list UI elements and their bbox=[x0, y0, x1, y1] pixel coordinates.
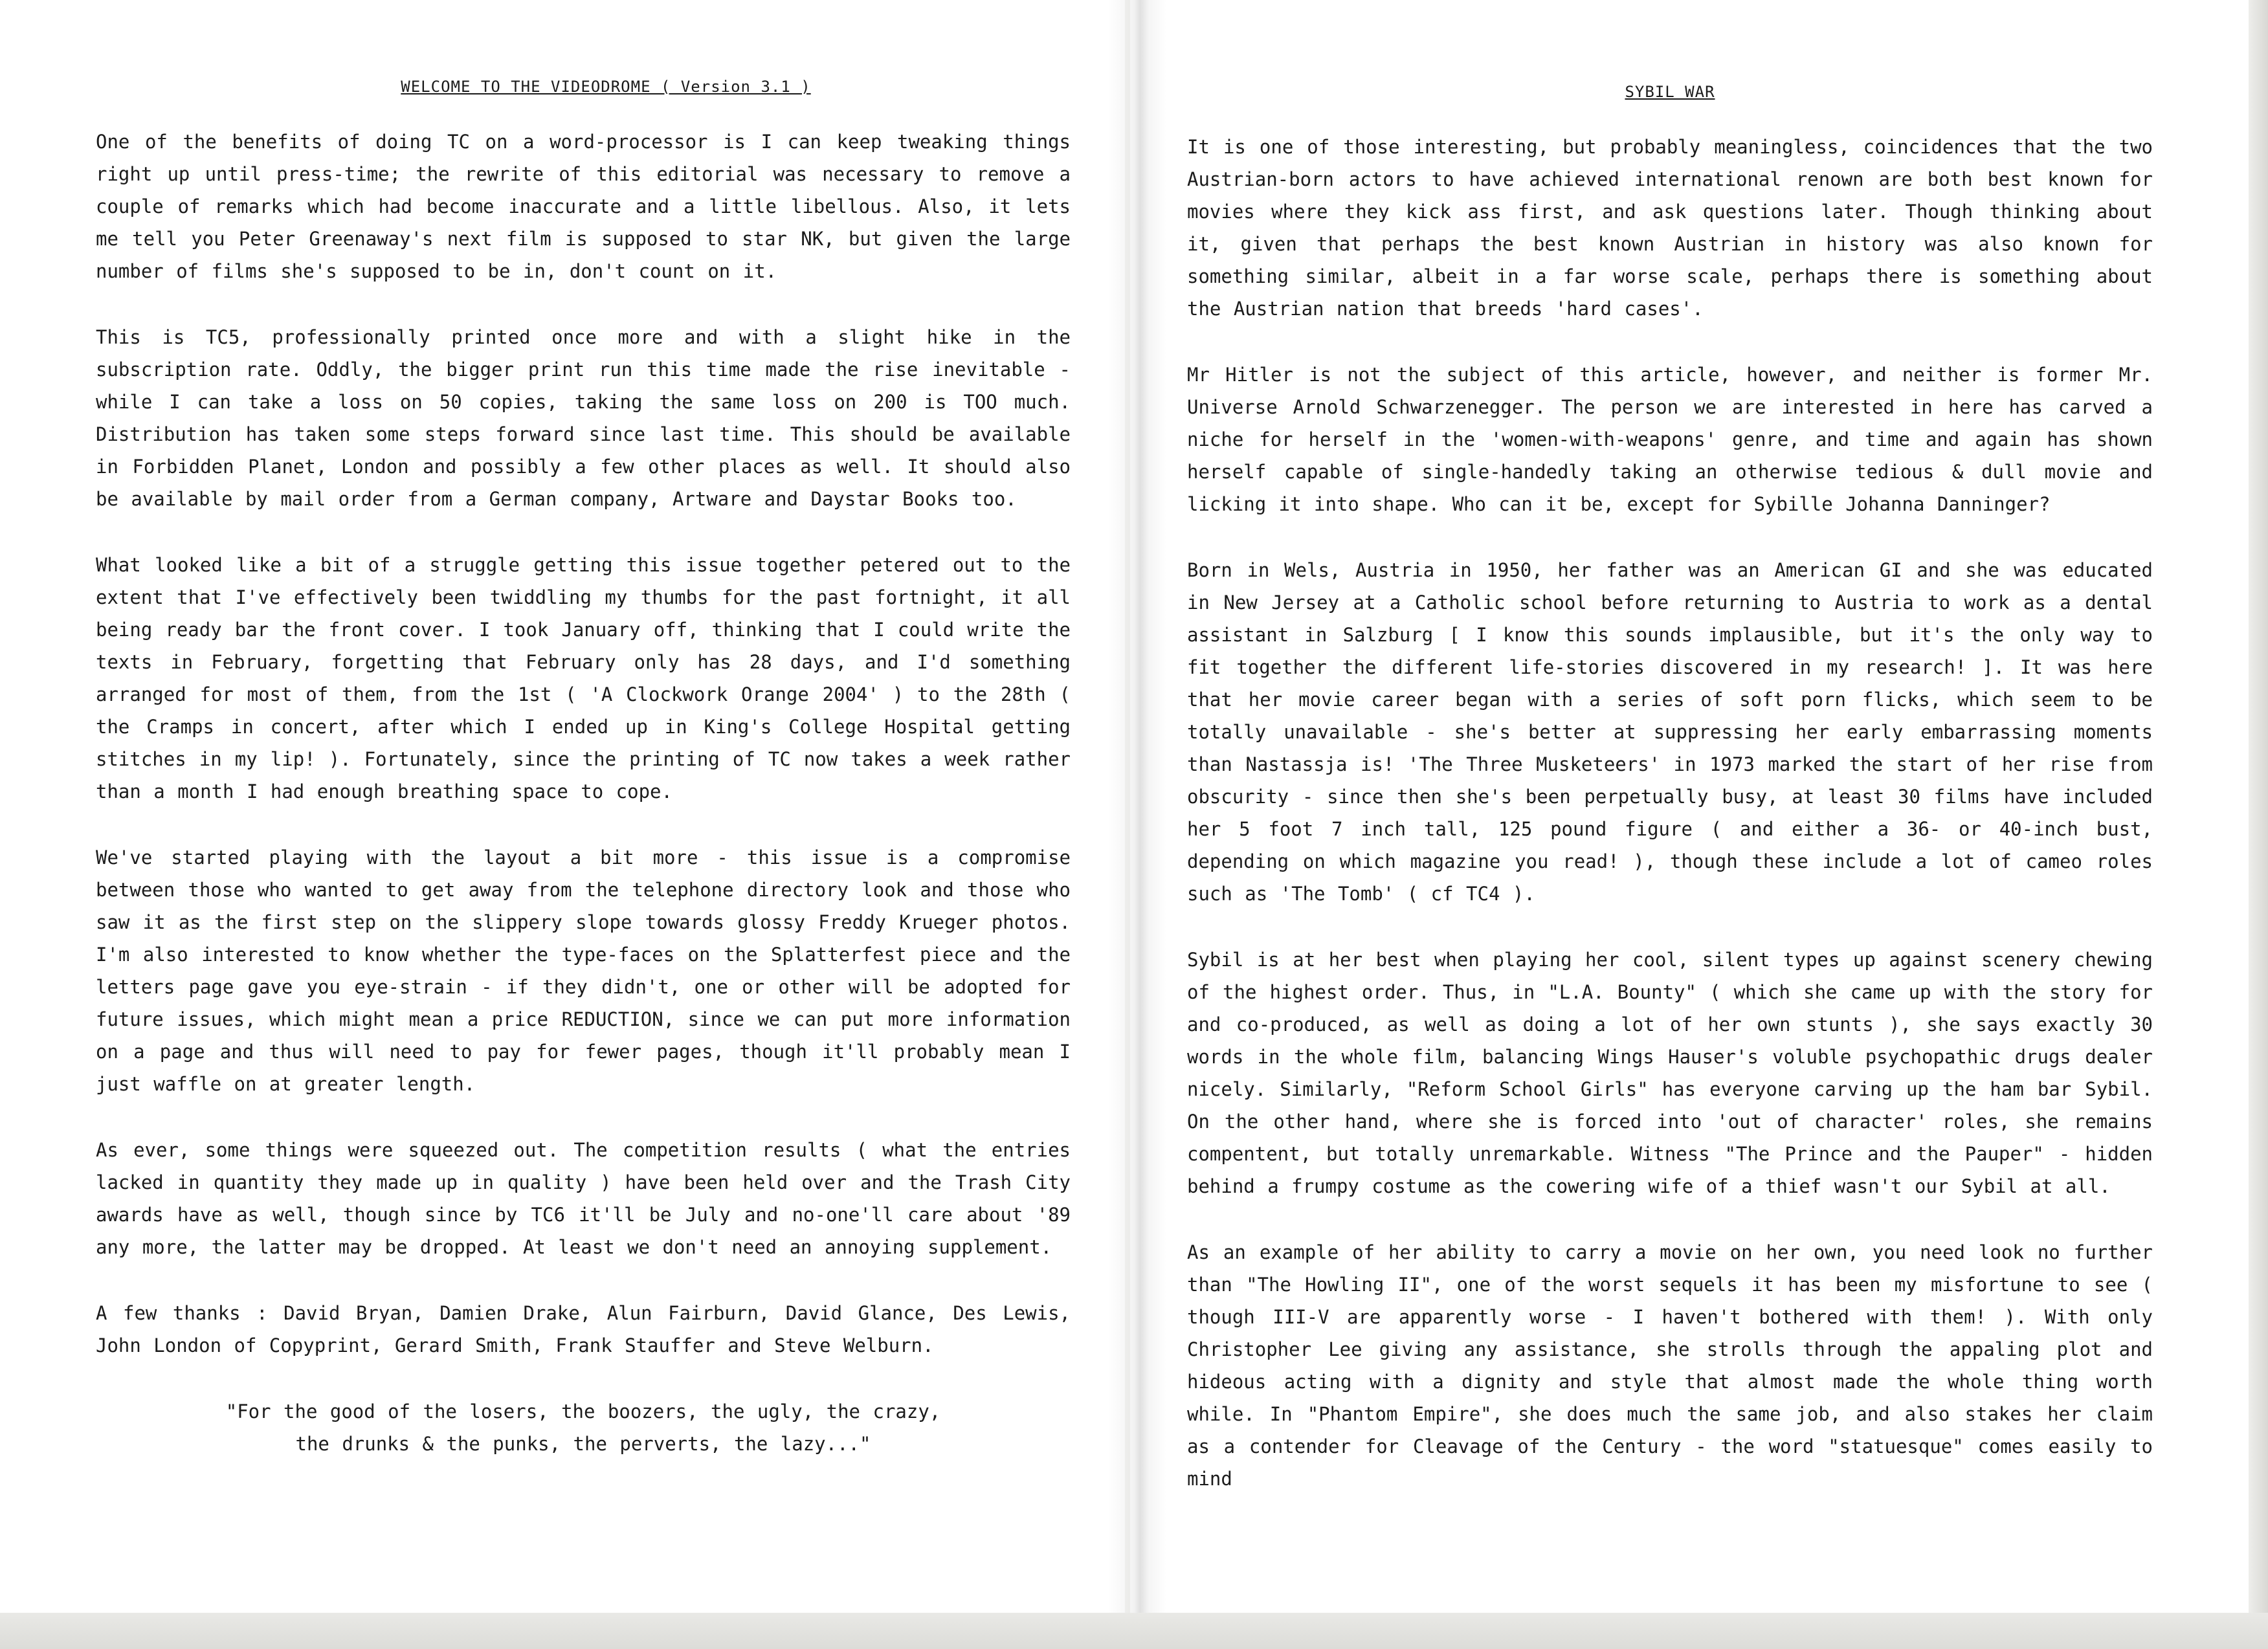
right-paragraph-5: As an example of her ability to carry a movie on her own, you need look no further than "The Howling II", one of the worst sequels it has been my misfortune to see ( though III-V are apparently worse - I haven't bothered with them! ). With only Christopher Lee giving any assistance, she strolls through the appaling plot and hideous acting with a dignity and style that almost made the whole thing worth while. In "Phantom Empire", she does much the same job, and also stakes her claim as a contender for Cleavage of the Century - the word "statuesque" comes easily to mind bbox=[1187, 1241, 2153, 1490]
right-page bbox=[1130, 0, 2249, 1613]
right-paragraph-4: Sybil is at her best when playing her cool, silent types up against scenery chewing of the highest order. Thus, in "L.A. Bounty" ( which she came up with the story for and co-produced, as well as doing a lot of her own stunts ), she says exactly 30 words in the whole film, balancing Wings Hauser's voluble psychopathic drugs dealer nicely. Similarly, "Reform School Girls" has everyone carving up the ham bar Sybil. On the other hand, where she is forced into 'out of character' roles, she remains compentent, but totally unremarkable. Witness "The Prince and the Pauper" - hidden behind a frumpy costume as the cowering wife of a thief wasn't our Sybil at all. bbox=[1187, 949, 2153, 1197]
scan-bottom-edge bbox=[0, 1613, 2268, 1649]
page-edge-shadow bbox=[2249, 0, 2268, 1613]
right-paragraph-2: Mr Hitler is not the subject of this article, however, and neither is former Mr. Universe Arnold Schwarzenegger. The person we are interested in here has carved a niche for herself in the 'women-with-weapons' genre, and time and again has shown herself capable of single-handedly taking an otherwise tedious & dull movie and licking it into shape. Who can it be, except for Sybille Johanna Danninger? bbox=[1187, 364, 2153, 515]
right-paragraph-1: It is one of those interesting, but probably meaningless, coincidences that the two Austrian-born actors to have achieved international renown are both best known for movies where they kick ass first, and ask questions later. Though thinking about it, given that perhaps the best known Austrian in history was also known for something similar, albeit in a far worse scale, perhaps there is something about the Austrian nation that breeds 'hard cases'. bbox=[1187, 136, 2153, 320]
closing-quote-line-2: the drunks & the punks, the perverts, the lazy..." bbox=[295, 1433, 871, 1455]
right-page-title: SYBIL WAR bbox=[1625, 83, 1715, 101]
closing-quote-line-1: "For the good of the losers, the boozers, the ugly, the crazy, bbox=[225, 1400, 941, 1422]
left-paragraph-5: As ever, some things were squeezed out. The competition results ( what the entries lacked in quantity they made up in quality ) have been held over and the Trash City awards have as well, though since by TC6 it'll be July and no-one'll care about '89 any more, the latter may be dropped. At least we don't need an annoying supplement. bbox=[96, 1139, 1071, 1258]
left-paragraph-3: What looked like a bit of a struggle getting this issue together petered out to the extent that I've effectively been twiddling my thumbs for the past fortnight, it all being ready bar the front cover. I took January off, thinking that I could write the texts in February, forgetting that February only has 28 days, and I'd something arranged for most of them, from the 1st ( 'A Clockwork Orange 2004' ) to the 28th ( the Cramps in concert, after which I ended up in King's College Hospital getting stitches in my lip! ). Fortunately, since the printing of TC now takes a week rather than a month I had enough breathing space to cope. bbox=[96, 554, 1071, 802]
left-paragraph-thanks: A few thanks : David Bryan, Damien Drake, Alun Fairburn, David Glance, Des Lewis, John London of Copyprint, Gerard Smith, Frank Stauffer and Steve Welburn. bbox=[96, 1302, 1071, 1356]
left-paragraph-4: We've started playing with the layout a bit more - this issue is a compromise between those who wanted to get away from the telephone directory look and those who saw it as the first step on the slippery slope towards glossy Freddy Krueger photos. I'm also interested to know whether the type-faces on the Splatterfest piece and the letters page gave you eye-strain - if they didn't, one or other will be adopted for future issues, which might mean a price REDUCTION, since we can put more information on a page and thus will need to pay for fewer pages, though it'll probably mean I just waffle on at greater length. bbox=[96, 847, 1071, 1095]
right-paragraph-3: Born in Wels, Austria in 1950, her father was an American GI and she was educated in New Jersey at a Catholic school before returning to Austria to work as a dental assistant in Salzburg [ I know this sounds implausible, but it's the only way to fit together the different life-stories discovered in my research! ]. It was here that her movie career began with a series of soft porn flicks, which seem to be totally unavailable - she's better at suppressing her early embarrassing moments than Nastassja is! 'The Three Musketeers' in 1973 marked the start of her rise from obscurity - since then she's been perpetually busy, at least 30 films have included her 5 foot 7 inch tall, 125 pound figure ( and either a 36- or 40-inch bust, depending on which magazine you read! ), though these include a lot of cameo roles such as 'The Tomb' ( cf TC4 ). bbox=[1187, 559, 2153, 905]
left-paragraph-2: This is TC5, professionally printed once more and with a slight hike in the subscription rate. Oddly, the bigger print run this time made the rise inevitable - while I can take a loss on 50 copies, taking the same loss on 200 is TOO much. Distribution has taken some steps forward since last time. This should be available in Forbidden Planet, London and possibly a few other places as well. It should also be available by mail order from a German company, Artware and Daystar Books too. bbox=[96, 326, 1071, 510]
closing-quote bbox=[96, 1395, 1071, 1460]
left-paragraph-1: One of the benefits of doing TC on a word-processor is I can keep tweaking things right up until press-time; the rewrite of this editorial was necessary to remove a couple of remarks which had become inaccurate and a little libellous. Also, it lets me tell you Peter Greenaway's next film is supposed to star NK, but given the large number of films she's supposed to be in, don't count on it. bbox=[96, 131, 1071, 282]
book-gutter bbox=[1108, 0, 1166, 1613]
left-page-title: WELCOME TO THE VIDEODROME ( Version 3.1 ) bbox=[401, 78, 811, 96]
left-page bbox=[0, 0, 1125, 1613]
